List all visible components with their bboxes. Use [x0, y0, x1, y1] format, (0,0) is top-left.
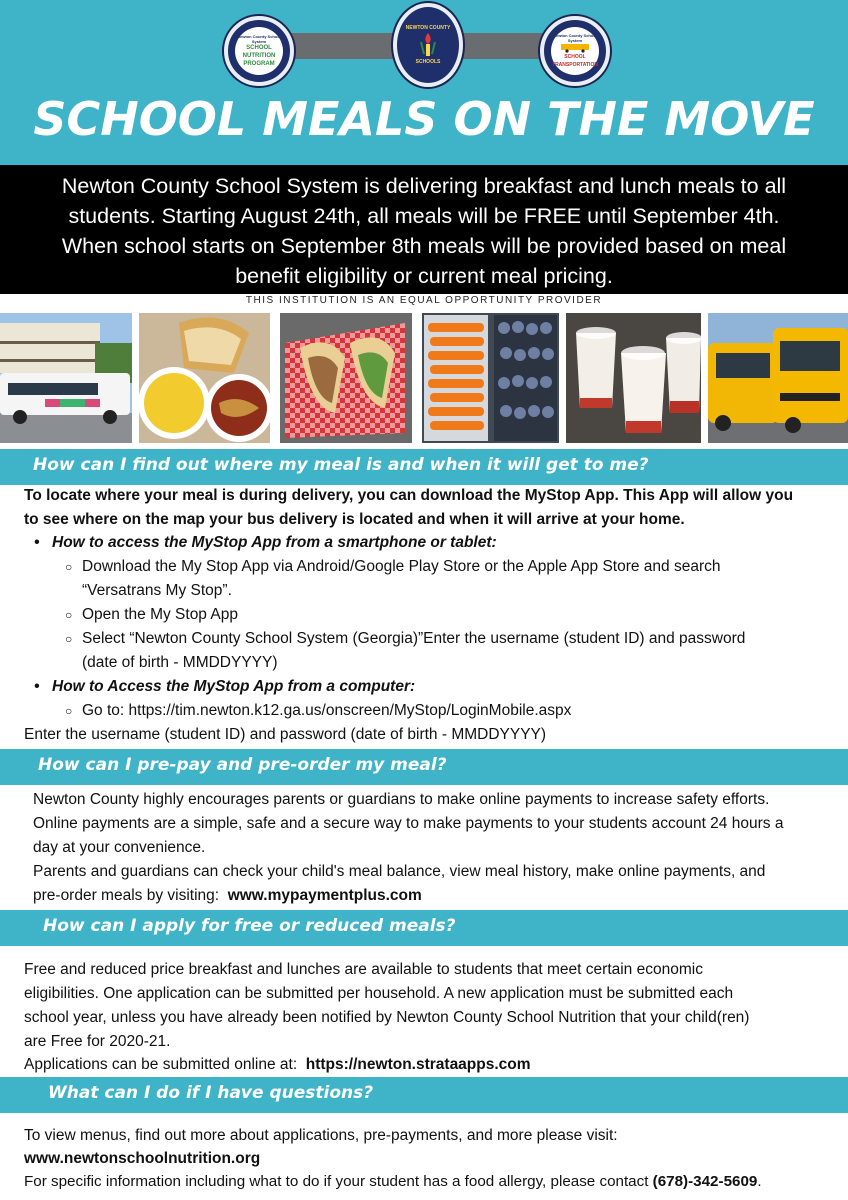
- photo-school-bus-building: [0, 313, 132, 443]
- questions-line-3: [24, 1170, 762, 1194]
- questions-line-3-end: .: [757, 1173, 762, 1190]
- step-download-app-line-1: ○ Download the My Stop App via Android/Google Play Store or the Apple App Store and search: [82, 555, 721, 579]
- logo-right-line-1: Newton County School System: [553, 32, 597, 43]
- school-bus-icon: [560, 43, 590, 53]
- photo-corn-chili-meal: [139, 313, 270, 443]
- seal-line-2: SCHOOLS: [415, 58, 441, 65]
- prepay-line-5-text: pre-order meals by visiting:: [33, 887, 228, 904]
- free-reduced-line-5: [24, 1053, 531, 1077]
- intro-line-4: benefit eligibility or current meal pricing.: [235, 264, 613, 288]
- contact-phone-number[interactable]: (678)-342-5609: [652, 1173, 758, 1190]
- photo-carrots-blueberries: [422, 313, 559, 443]
- step-open-app: ○ Open the My Stop App: [82, 603, 238, 627]
- prepay-line-5: [33, 884, 422, 908]
- section2-heading-text: How can I pre-pay and pre-order my meal?: [38, 755, 447, 775]
- logo-right-line-3: TRANSPORTATION: [552, 61, 598, 68]
- intro-banner: [0, 165, 848, 294]
- newtonschoolnutrition-link[interactable]: www.newtonschoolnutrition.org: [24, 1150, 261, 1167]
- photo-school-buses: [708, 313, 848, 443]
- free-reduced-line-5-text: Applications can be submitted online at:: [24, 1056, 306, 1073]
- questions-line-3-text: For specific information including what to do if your student has a food allergy, please contact: [24, 1173, 653, 1190]
- free-reduced-line-3: school year, unless you have already been notified by Newton County School Nutrition that your child(ren): [24, 1009, 750, 1026]
- page-title: SCHOOL MEALS ON THE MOVE: [33, 92, 815, 146]
- intro-line-3: When school starts on September 8th meals will be provided based on meal: [61, 234, 787, 258]
- questions-line-1: To view menus, find out more about applications, pre-payments, and more please visit:: [24, 1127, 618, 1144]
- intro-line-1: Newton County School System is delivering breakfast and lunch meals to all: [61, 174, 787, 198]
- strataapps-link[interactable]: https://newton.strataapps.com: [305, 1056, 531, 1073]
- free-reduced-line-2: eligibilities. One application can be submitted per household. A new application must be submitted each: [24, 985, 734, 1002]
- seal-line-1: NEWTON COUNTY: [405, 24, 451, 31]
- newton-county-schools-seal: [393, 3, 463, 87]
- free-reduced-line-4: are Free for 2020-21.: [24, 1033, 171, 1050]
- school-nutrition-logo: [224, 16, 294, 86]
- section4-heading-text: What can I do if I have questions?: [48, 1083, 374, 1103]
- mystop-login-instructions: Enter the username (student ID) and password (date of birth - MMDDYYYY): [24, 726, 547, 743]
- step-select-district-line-1: ○ Select “Newton County School System (Georgia)”Enter the username (student ID) and password: [82, 627, 745, 651]
- logo-right-line-2: SCHOOL: [564, 53, 586, 60]
- prepay-line-1: Newton County highly encourages parents or guardians to make online payments to increase safety efforts.: [33, 791, 770, 808]
- equal-opportunity-notice: THIS INSTITUTION IS AN EQUAL OPPORTUNITY PROVIDER: [245, 295, 603, 306]
- logo-left-line-1: Newton County School System: [237, 33, 281, 44]
- mystop-login-url[interactable]: ○ Go to: https://tim.newton.k12.ga.us/onscreen/MyStop/LoginMobile.aspx: [82, 699, 571, 723]
- torch-icon: [419, 32, 437, 58]
- logo-left-line-2: SCHOOL NUTRITION: [242, 44, 276, 59]
- prepay-line-3: day at your convenience.: [33, 839, 206, 856]
- mystop-intro-line-1: To locate where your meal is during delivery, you can download the MyStop App. This App will allow you: [24, 487, 794, 504]
- section-where-is-my-meal-heading: [0, 449, 848, 485]
- step-select-district-line-2: (date of birth - MMDDYYYY): [82, 654, 278, 671]
- prepay-line-4: Parents and guardians can check your child's meal balance, view meal history, make online payments, and: [33, 863, 766, 880]
- intro-line-2: students. Starting August 24th, all meals will be FREE until September 4th.: [68, 204, 780, 228]
- photo-wrap-sandwich: [280, 313, 412, 443]
- school-transportation-logo: [540, 16, 610, 86]
- step-download-app-line-2: “Versatrans My Stop”.: [82, 582, 232, 599]
- section-free-reduced-heading: [0, 910, 848, 946]
- section1-heading-text: How can I find out where my meal is and when it will get to me?: [33, 455, 649, 475]
- photo-yogurt-parfaits: [566, 313, 701, 443]
- bullet-computer-access: • How to Access the MyStop App from a computer:: [52, 675, 415, 699]
- logo-left-line-3: PROGRAM: [243, 60, 275, 67]
- free-reduced-line-1: Free and reduced price breakfast and lunches are available to students that meet certain economic: [24, 961, 703, 978]
- mypaymentplus-link[interactable]: www.mypaymentplus.com: [227, 887, 422, 904]
- mystop-intro-line-2: to see where on the map your bus delivery is located and when it will arrive at your home.: [24, 511, 685, 528]
- prepay-line-2: Online payments are a simple, safe and a secure way to make payments to your students account 24 hours a: [33, 815, 784, 832]
- header-band: [0, 0, 848, 165]
- section3-heading-text: How can I apply for free or reduced meals?: [43, 916, 456, 936]
- section-prepay-heading: [0, 749, 848, 785]
- section-questions-heading: [0, 1077, 848, 1113]
- bullet-smartphone-access: • How to access the MyStop App from a smartphone or tablet:: [52, 531, 497, 555]
